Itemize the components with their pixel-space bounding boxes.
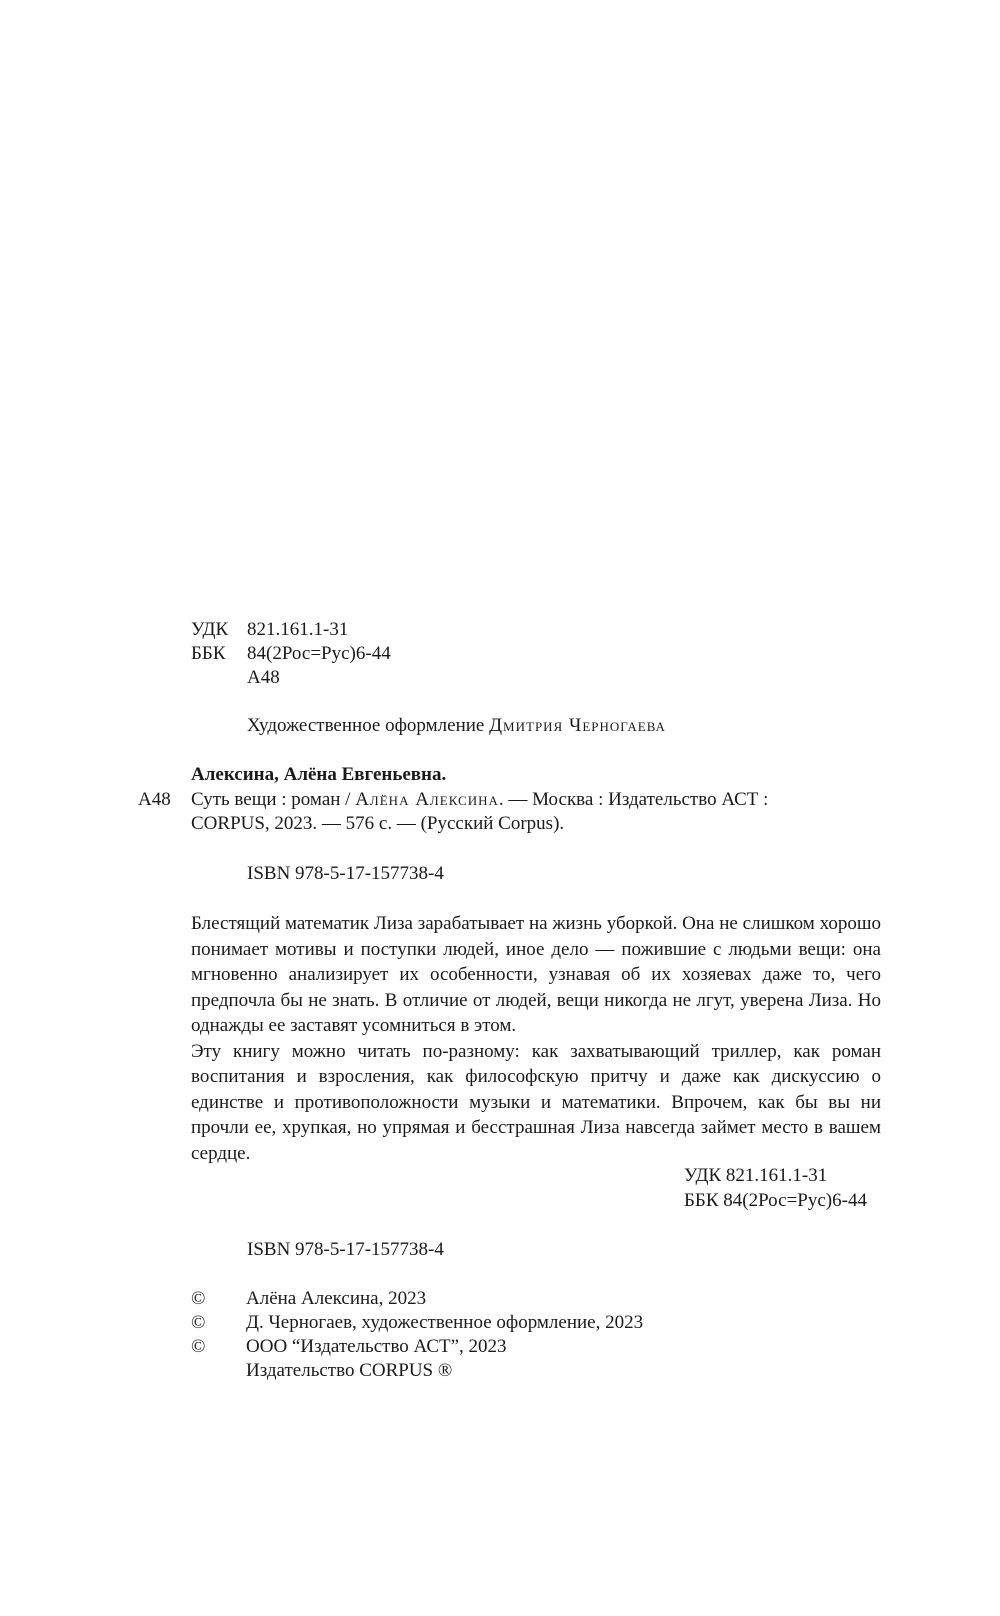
udk-value: 821.161.1-31 (247, 619, 349, 640)
annotation-paragraph-1: Блестящий математик Лиза зарабатывает на жизнь уборкой. Она не слишком хорошо понимает мотивы и поступки людей, иное дело — пожившие с людьми вещи: она мгновенно анализирует их особенности, узнавая об их хозяевах даже то, чего предпочла бы не знать. В отличие от людей, вещи никогда не лгут, уверена Лиза. Но однажды ее заставят усомниться в этом. (191, 913, 881, 1036)
udk-line (191, 618, 348, 642)
udk-label: УДК (191, 619, 229, 640)
bbk-line (191, 642, 391, 666)
copyright-text: ООО “Издательство АСТ”, 2023 (246, 1336, 507, 1357)
side-author-mark: А48 (138, 789, 171, 810)
copyright-line-3 (191, 1335, 891, 1359)
author-heading: Алексина, Алёна Евгеньевна. (191, 764, 447, 785)
bbk-label: ББК (191, 643, 226, 664)
designer-name: Дмитрия Черногаева (489, 715, 666, 736)
bib-author: Алёна Алексина (355, 789, 499, 810)
bib-line-2: CORPUS, 2023. — 576 с. — (Русский Corpus). (191, 813, 565, 834)
bib-publisher: . — Москва : Издательство АСТ : (498, 789, 769, 810)
copyright-icon: © (191, 1288, 206, 1309)
isbn-bottom: ISBN 978-5-17-157738-4 (247, 1239, 444, 1260)
copyright-line-2 (191, 1311, 891, 1335)
annotation-paragraph-2: Эту книгу можно читать по-разному: как захватывающий триллер, как роман воспитания и взросления, как философскую притчу и даже как дискуссию о единстве и противоположности музыки и математики. Впрочем, как бы вы ни прочли ее, хрупкая, но упрямая и бесстрашная Лиза навсегда займет место в вашем сердце. (191, 1040, 881, 1164)
design-credit (247, 714, 666, 738)
copyright-icon: © (191, 1336, 206, 1357)
bbk-right: ББК 84(2Рос=Рус)6-44 (684, 1190, 867, 1211)
bbk-value: 84(2Рос=Рус)6-44 (247, 643, 391, 664)
bib-title: Суть вещи : роман / (191, 789, 356, 810)
copyright-line-1 (191, 1287, 891, 1311)
author-mark: А48 (247, 667, 280, 688)
design-credit-prefix: Художественное оформление (247, 715, 485, 736)
udk-right: УДК 821.161.1-31 (684, 1165, 828, 1186)
bib-title-line (191, 788, 768, 812)
copyright-text: Алёна Алексина, 2023 (246, 1288, 427, 1309)
isbn-top: ISBN 978-5-17-157738-4 (247, 863, 444, 884)
imprint: Издательство CORPUS ® (246, 1360, 453, 1381)
copyright-text: Д. Черногаев, художественное оформление, 2023 (246, 1312, 644, 1333)
copyright-icon: © (191, 1312, 206, 1333)
annotation (191, 911, 881, 1166)
